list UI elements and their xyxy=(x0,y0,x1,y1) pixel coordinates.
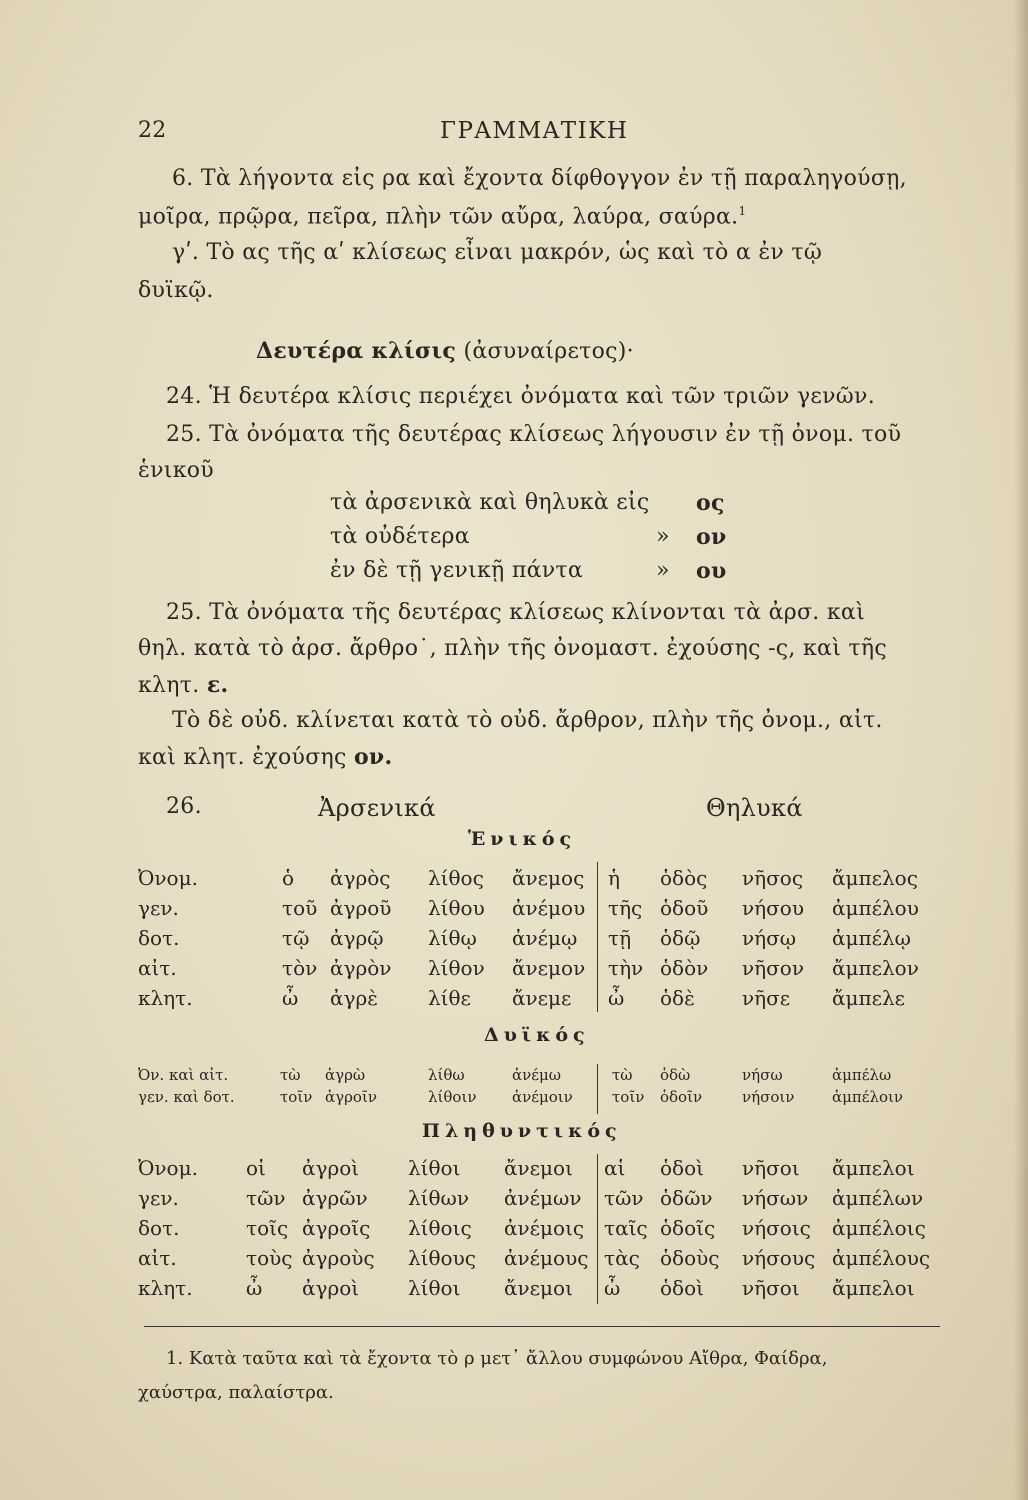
word-cell: ὁδὲ xyxy=(660,986,695,1010)
word-cell: ὁδῶν xyxy=(660,1186,713,1210)
article-cell: τοῖν xyxy=(280,1088,313,1106)
article-cell: τῷ xyxy=(282,926,310,950)
word-cell: ἄνεμον xyxy=(512,956,586,980)
word-cell: ἀνέμου xyxy=(512,896,586,920)
case-label: δοτ. xyxy=(138,1216,180,1240)
page-number: 22 xyxy=(138,118,167,143)
paragraph-25b-line-3 xyxy=(138,672,228,698)
case-label: Ὀν. καὶ αἰτ. xyxy=(138,1066,229,1084)
word-cell: ἀμπέλου xyxy=(832,896,919,920)
section-title xyxy=(256,338,634,364)
section-title-bold: Δευτέρα κλίσις xyxy=(256,338,457,364)
word-cell: ἀνέμων xyxy=(504,1186,582,1210)
word-cell: ὁδοὶ xyxy=(660,1276,704,1300)
paragraph-25b-line-1: 25. Τὰ ὀνόματα τῆς δευτέρας κλίσεως κλίνονται τὰ ἀρσ. καὶ xyxy=(166,600,865,625)
word-cell: ἀγρὸς xyxy=(330,866,391,890)
article-cell: τὰς xyxy=(604,1246,640,1270)
article-cell: τῇ xyxy=(608,926,632,950)
article-cell: τοὺς xyxy=(246,1246,293,1270)
footnote-line-2: χαύστρα, παλαίστρα. xyxy=(138,1382,334,1403)
word-cell: λίθου xyxy=(428,896,485,920)
word-cell: νήσω xyxy=(742,1066,783,1084)
word-cell: ἄμπελοι xyxy=(832,1276,915,1300)
word-cell: νῆσοι xyxy=(742,1156,800,1180)
masculine-header: Ἀρσενικά xyxy=(318,794,436,822)
word-cell: ἀγροὶ xyxy=(302,1276,360,1300)
page-edge-shadow xyxy=(1014,0,1028,1500)
rule-gamma-line-1: γʹ. Τὸ ας τῆς αʹ κλίσεως εἶναι μακρόν, ὡς καὶ τὸ α ἐν τῷ xyxy=(172,240,823,265)
word-cell: ἀγροὶ xyxy=(302,1156,360,1180)
word-cell: λίθοιν xyxy=(428,1088,477,1106)
word-cell: ἄμπελος xyxy=(832,866,918,890)
paragraph-25b-line-2: θηλ. κατὰ τὸ ἀρσ. ἄρθρο˙, πλὴν τῆς ὀνομαστ. ἐχούσης -ς, καὶ τῆς xyxy=(138,636,888,661)
word-cell: νῆσος xyxy=(742,866,804,890)
word-cell: ἄνεμε xyxy=(512,986,572,1010)
article-cell: τῶν xyxy=(604,1186,644,1210)
case-label: κλητ. xyxy=(138,1276,193,1300)
word-cell: νήσων xyxy=(742,1186,809,1210)
word-cell: λίθους xyxy=(408,1246,476,1270)
case-label: αἰτ. xyxy=(138,956,177,980)
column-divider xyxy=(597,1154,598,1304)
case-label: κλητ. xyxy=(138,986,193,1010)
page-title: ΓΡΑΜΜΑΤΙΚΗ xyxy=(440,118,629,144)
word-cell: ἄνεμος xyxy=(512,866,585,890)
word-cell: νήσους xyxy=(742,1246,816,1270)
word-cell: ἀμπέλω xyxy=(832,1066,892,1084)
word-cell: λίθῳ xyxy=(428,926,477,950)
ending-row-neuter: τὰ οὐδέτερα xyxy=(330,524,470,549)
word-cell: νήσου xyxy=(742,896,804,920)
ending-row-genitive: ἐν δὲ τῇ γενικῇ πάντα xyxy=(330,558,584,583)
paragraph-25a-line-2: ἑνικοῦ xyxy=(138,458,214,483)
column-divider xyxy=(597,862,598,1012)
word-cell: ὁδοῖς xyxy=(660,1216,716,1240)
section-title-paren: (ἀσυναίρετος)· xyxy=(463,339,634,364)
word-cell: ὁδοῦ xyxy=(660,896,709,920)
article-cell: τοῦ xyxy=(282,896,318,920)
article-cell: τὴν xyxy=(608,956,644,980)
rule-6-line-1: 6. Τὰ λήγοντα εἰς ρα καὶ ἔχοντα δίφθογγον ἐν τῇ παραληγούσῃ, xyxy=(172,166,907,191)
word-cell: ἀγρὸν xyxy=(330,956,392,980)
ditto-mark: » xyxy=(656,524,670,549)
word-cell: ἀγρὲ xyxy=(330,986,378,1010)
plural-label: Πληθυντικός xyxy=(422,1120,622,1142)
word-cell: ὁδῷ xyxy=(660,926,701,950)
case-label: γεν. καὶ δοτ. xyxy=(138,1088,235,1106)
word-cell: ἀνέμους xyxy=(504,1246,589,1270)
column-divider xyxy=(597,1064,598,1114)
feminine-header: Θηλυκά xyxy=(706,794,803,822)
word-cell: λίθοι xyxy=(408,1276,461,1300)
paragraph-24: 24. Ἡ δευτέρα κλίσις περιέχει ὀνόματα καὶ τῶν τριῶν γενῶν. xyxy=(166,384,876,409)
word-cell: νῆσοι xyxy=(742,1276,800,1300)
article-cell: ἡ xyxy=(608,866,620,890)
article-cell: ὦ xyxy=(246,1276,263,1300)
article-cell: ὦ xyxy=(604,1276,621,1300)
rule-gamma-line-2: δυϊκῷ. xyxy=(138,278,214,303)
word-cell: ἀγρὼ xyxy=(325,1066,366,1084)
word-cell: ἀνέμοις xyxy=(504,1216,585,1240)
word-cell: νήσοις xyxy=(742,1216,811,1240)
line-text: καὶ κλητ. ἐχούσης xyxy=(138,745,347,770)
article-cell: τὼ xyxy=(280,1066,301,1084)
word-cell: νήσῳ xyxy=(742,926,797,950)
word-cell: ἀνέμοιν xyxy=(512,1088,573,1106)
word-cell: ἀγροὺς xyxy=(302,1246,375,1270)
word-cell: ἀγροῦ xyxy=(330,896,392,920)
article-cell: οἱ xyxy=(246,1156,266,1180)
footnote-rule xyxy=(144,1326,940,1327)
ending-e: ε. xyxy=(206,672,229,698)
article-cell: ταῖς xyxy=(604,1216,648,1240)
word-cell: λίθων xyxy=(408,1186,470,1210)
word-cell: ὁδοὶ xyxy=(660,1156,704,1180)
word-cell: ἀγρῷ xyxy=(330,926,384,950)
footnote-line-1: 1. Κατὰ ταῦτα καὶ τὰ ἔχοντα τὸ ρ μετ᾽ ἄλλου συμφώνου Αἴθρα, Φαίδρα, xyxy=(166,1348,828,1369)
word-cell: ὁδὸν xyxy=(660,956,709,980)
word-cell: ἀγροῖς xyxy=(302,1216,371,1240)
word-cell: ἀμπέλοις xyxy=(832,1216,926,1240)
ending-row-masc-fem xyxy=(330,490,650,515)
word-cell: ἄμπελοι xyxy=(832,1156,915,1180)
word-cell: ἄμπελον xyxy=(832,956,919,980)
paragraph-25b-line-5 xyxy=(138,744,392,770)
paragraph-25a-line-1: 25. Τὰ ὀνόματα τῆς δευτέρας κλίσεως λήγουσιν ἐν τῇ ὀνομ. τοῦ xyxy=(166,422,902,447)
rule-6-line-2 xyxy=(138,204,746,229)
article-cell: τῶν xyxy=(246,1186,286,1210)
case-label: γεν. xyxy=(138,896,179,920)
article-cell: ὦ xyxy=(608,986,625,1010)
word-cell: λίθοις xyxy=(408,1216,472,1240)
word-cell: ἀγροῖν xyxy=(325,1088,377,1106)
word-cell: ὁδοῖν xyxy=(660,1088,703,1106)
case-label: Ὀνομ. xyxy=(138,866,198,890)
ending-on: ον xyxy=(696,524,727,550)
line-text: κλητ. xyxy=(138,673,200,698)
word-cell: ὁδὼ xyxy=(660,1066,691,1084)
word-cell: ἄνεμοι xyxy=(504,1156,573,1180)
word-cell: νῆσε xyxy=(742,986,791,1010)
article-cell: αἱ xyxy=(604,1156,626,1180)
article-cell: τῆς xyxy=(608,896,643,920)
singular-label: Ἑνικός xyxy=(468,828,577,850)
case-label: γεν. xyxy=(138,1186,179,1210)
article-cell: τοῖν xyxy=(612,1088,645,1106)
ending-text: τὰ ἀρσενικὰ καὶ θηλυκὰ εἰς xyxy=(330,490,650,515)
case-label: αἰτ. xyxy=(138,1246,177,1270)
rule-6-text: μοῖρα, πρῷρα, πεῖρα, πλὴν τῶν αὔρα, λαύρα, σαύρα. xyxy=(138,204,739,230)
word-cell: ἀνέμῳ xyxy=(512,926,578,950)
word-cell: λίθοι xyxy=(408,1156,461,1180)
article-cell: τὼ xyxy=(612,1066,633,1084)
article-cell: τὸν xyxy=(282,956,318,980)
word-cell: ὁδοὺς xyxy=(660,1246,720,1270)
word-cell: ἄμπελε xyxy=(832,986,906,1010)
word-cell: λίθω xyxy=(428,1066,465,1084)
article-cell: ὦ xyxy=(282,986,299,1010)
word-cell: ἀμπέλων xyxy=(832,1186,924,1210)
word-cell: ἀγρῶν xyxy=(302,1186,368,1210)
word-cell: ἀμπέλῳ xyxy=(832,926,911,950)
word-cell: λίθος xyxy=(428,866,484,890)
paragraph-25b-line-4: Τὸ δὲ οὐδ. κλίνεται κατὰ τὸ οὐδ. ἄρθρον, πλὴν τῆς ὀνομ., αἰτ. xyxy=(172,708,883,733)
word-cell: νῆσον xyxy=(742,956,804,980)
ending-on: ον. xyxy=(353,744,393,770)
word-cell: ἀνέμω xyxy=(512,1066,561,1084)
word-cell: λίθον xyxy=(428,956,485,980)
table-number: 26. xyxy=(166,794,202,819)
footnote-marker: 1 xyxy=(738,204,747,218)
word-cell: ὁδὸς xyxy=(660,866,708,890)
article-cell: ὁ xyxy=(282,866,295,890)
article-cell: τοῖς xyxy=(246,1216,289,1240)
word-cell: ἀμπέλοιν xyxy=(832,1088,904,1106)
case-label: δοτ. xyxy=(138,926,180,950)
word-cell: νήσοιν xyxy=(742,1088,795,1106)
ending-ou: ου xyxy=(696,558,727,584)
ditto-mark: » xyxy=(656,558,670,583)
ending-os: ος xyxy=(696,490,725,516)
word-cell: ἀμπέλους xyxy=(832,1246,931,1270)
word-cell: λίθε xyxy=(428,986,471,1010)
case-label: Ὀνομ. xyxy=(138,1156,198,1180)
word-cell: ἄνεμοι xyxy=(504,1276,573,1300)
dual-label: Δυϊκός xyxy=(484,1024,590,1046)
